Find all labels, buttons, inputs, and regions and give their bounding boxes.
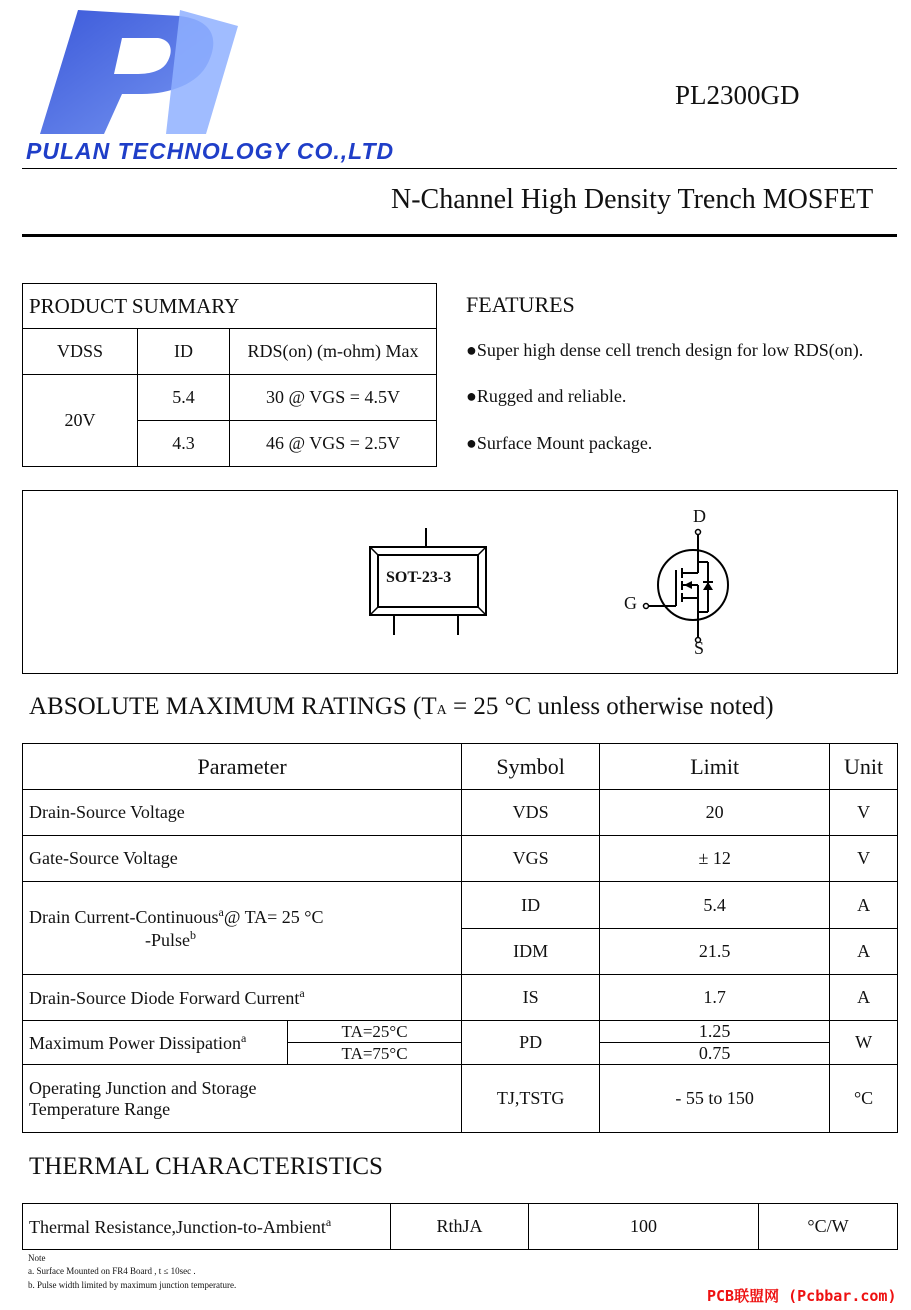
- symbol-cell: VDS: [462, 790, 600, 836]
- summary-header-id: ID: [138, 329, 230, 375]
- footnote-a: a: [218, 905, 224, 919]
- limit-cell: 5.4: [600, 882, 830, 929]
- symbol-cell: IS: [462, 975, 600, 1021]
- summary-id: 4.3: [138, 421, 230, 467]
- part-number: PL2300GD: [675, 80, 800, 110]
- limit-cell: ± 12: [600, 836, 830, 882]
- unit-cell: V: [830, 790, 898, 836]
- param-cell: [23, 975, 462, 1021]
- param-cell-drain-current: [23, 882, 462, 975]
- junction-line1: Operating Junction and Storage: [29, 1077, 257, 1098]
- param-cell: [23, 1021, 288, 1065]
- company-logo: [30, 8, 245, 138]
- ratings-title-text: ABSOLUTE MAXIMUM RATINGS (T: [29, 693, 437, 720]
- pulse-text: -Pulse: [145, 930, 190, 950]
- product-summary-table: [22, 283, 437, 467]
- symbol-cell: RthJA: [391, 1204, 529, 1250]
- diode-current-text: Drain-Source Diode Forward Current: [29, 988, 300, 1008]
- drain-current-line1: [29, 905, 461, 928]
- summary-header-rds: RDS(on) (m-ohm) Max: [230, 329, 437, 375]
- note-a: a. Surface Mounted on FR4 Board , t ≤ 10sec .: [28, 1266, 196, 1276]
- document-subtitle: N-Channel High Density Trench MOSFET: [391, 184, 874, 215]
- header-unit: Unit: [830, 744, 898, 790]
- ratings-title-end: = 25 °C unless otherwise noted): [446, 693, 774, 720]
- features-title: FEATURES: [466, 292, 575, 317]
- summary-vdss: 20V: [23, 375, 138, 467]
- unit-cell: V: [830, 836, 898, 882]
- summary-rds: 46 @ VGS = 2.5V: [230, 421, 437, 467]
- drain-current-line2: [29, 928, 461, 951]
- param-cell: [23, 1204, 391, 1250]
- limit-cell: 21.5: [600, 929, 830, 975]
- param-cell: Gate-Source Voltage: [23, 836, 462, 882]
- watermark: PCB联盟网 (Pcbbar.com): [707, 1287, 897, 1305]
- limit-cell: 0.75: [600, 1043, 830, 1065]
- condition-cell: TA=75°C: [288, 1043, 462, 1065]
- limit-cell: 100: [529, 1204, 759, 1250]
- header-rule-top: [22, 168, 897, 169]
- feature-item: ●Super high dense cell trench design for low RDS(on).: [466, 340, 864, 360]
- summary-rds: 30 @ VGS = 4.5V: [230, 375, 437, 421]
- pin-label-source: S: [694, 638, 705, 658]
- limit-cell: 1.7: [600, 975, 830, 1021]
- pin-label-gate: G: [624, 593, 637, 613]
- thermal-title: THERMAL CHARACTERISTICS: [29, 1153, 383, 1180]
- unit-cell: W: [830, 1021, 898, 1065]
- thermal-table: [22, 1203, 898, 1250]
- limit-cell: - 55 to 150: [600, 1065, 830, 1133]
- footnote-a: a: [299, 986, 305, 1000]
- absolute-max-ratings-table: [22, 743, 898, 1133]
- symbol-cell: VGS: [462, 836, 600, 882]
- condition-cell: TA=25°C: [288, 1021, 462, 1043]
- header-parameter: Parameter: [23, 744, 462, 790]
- ratings-title-sub: A: [436, 703, 447, 718]
- limit-cell: 1.25: [600, 1021, 830, 1043]
- header-limit: Limit: [600, 744, 830, 790]
- junction-line2: Temperature Range: [29, 1098, 171, 1119]
- unit-cell: A: [830, 882, 898, 929]
- footnote-a: a: [241, 1031, 247, 1045]
- note-b: b. Pulse width limited by maximum junction temperature.: [28, 1280, 237, 1290]
- summary-id: 5.4: [138, 375, 230, 421]
- drain-current-text: Drain Current-Continuous: [29, 907, 219, 927]
- feature-item: ●Rugged and reliable.: [466, 386, 627, 406]
- summary-title: PRODUCT SUMMARY: [23, 284, 437, 329]
- summary-header-vdss: VDSS: [23, 329, 138, 375]
- param-cell: [23, 1065, 462, 1133]
- pin-label-drain: D: [693, 506, 706, 526]
- param-cell: Drain-Source Voltage: [23, 790, 462, 836]
- company-name: PULAN TECHNOLOGY CO.,LTD: [26, 138, 395, 164]
- limit-cell: 20: [600, 790, 830, 836]
- symbol-cell: ID: [462, 882, 600, 929]
- thermal-param-text: Thermal Resistance,Junction-to-Ambient: [29, 1217, 326, 1237]
- note-title: Note: [28, 1253, 46, 1263]
- symbol-cell: PD: [462, 1021, 600, 1065]
- unit-cell: A: [830, 929, 898, 975]
- package-label: SOT-23-3: [386, 569, 452, 586]
- symbol-cell: IDM: [462, 929, 600, 975]
- header-rule-bottom: [22, 234, 897, 237]
- header-symbol: Symbol: [462, 744, 600, 790]
- footnote-b: b: [190, 928, 196, 942]
- drain-current-cond: @ TA= 25 °C: [223, 907, 324, 927]
- mosfet-symbol-icon: [620, 520, 745, 650]
- unit-cell: °C/W: [759, 1204, 898, 1250]
- unit-cell: °C: [830, 1065, 898, 1133]
- unit-cell: A: [830, 975, 898, 1021]
- feature-item: ●Surface Mount package.: [466, 433, 653, 453]
- footnote-a: a: [325, 1215, 332, 1229]
- power-text: Maximum Power Dissipation: [29, 1033, 241, 1053]
- symbol-cell: TJ,TSTG: [462, 1065, 600, 1133]
- ratings-title: [29, 693, 774, 721]
